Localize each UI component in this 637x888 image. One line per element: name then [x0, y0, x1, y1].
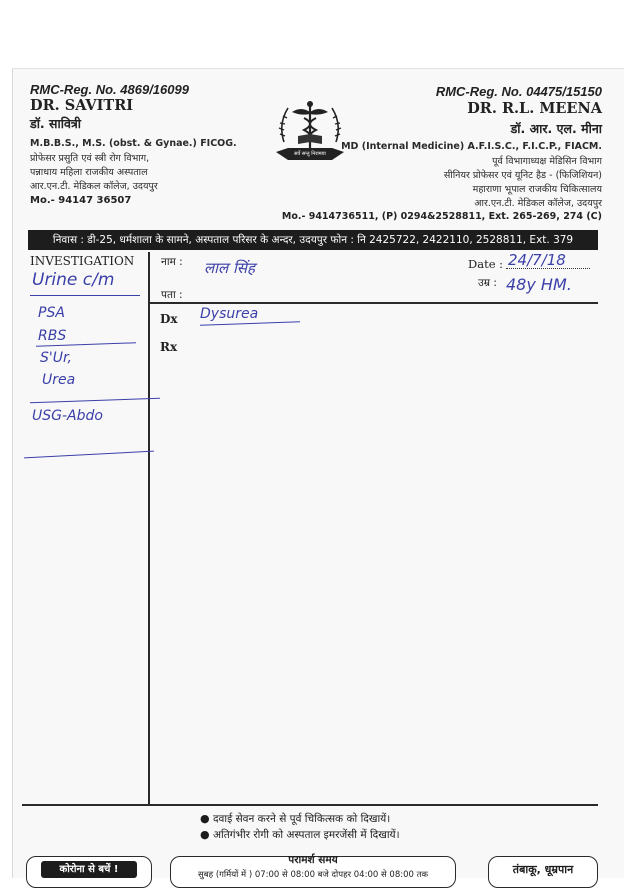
investigation-item: Urea [42, 372, 76, 388]
footer-right-text: तंबाकू, धूम्रपान [512, 863, 574, 876]
footer-left-text: कोरोना से बचें ! [41, 861, 137, 878]
instruction-item: ● अतिगंभीर रोगी को अस्पताल इमरजेंसी में दिखायें। [200, 828, 400, 841]
left-reg-number: RMC-Reg. No. 4869/16099 [30, 82, 189, 97]
footer-center-title: परामर्श समय [288, 854, 338, 866]
caduceus-emblem-icon [270, 98, 350, 170]
investigation-item: S'Ur, [40, 350, 72, 366]
investigation-item: Urine c/m [32, 270, 115, 290]
age-label: उम्र : [478, 277, 497, 289]
date-dotted-line [506, 268, 590, 270]
right-doctor-name-hindi: डॉ. आर. एल. मीना [510, 121, 602, 136]
date-value: 24/7/18 [508, 251, 566, 269]
right-doctor-line2: सीनियर प्रोफेसर एवं यूनिट हैड - (फिजिशियन) [443, 170, 602, 181]
right-reg-number: RMC-Reg. No. 04475/15150 [435, 84, 602, 99]
rx-symbol: Rx [160, 340, 178, 354]
patient-info-divider [150, 302, 598, 304]
bullet-icon: ● [200, 828, 210, 841]
left-doctor-mobile: Mo.- 94147 36507 [30, 195, 132, 206]
left-doctor-name-hindi: डॉ. सावित्री [30, 116, 82, 131]
bullet-icon: ● [200, 812, 210, 825]
address-label: पता : [161, 289, 183, 301]
investigation-label: INVESTIGATION [30, 254, 135, 268]
logo-ribbon-text: सर्वे सन्तु निरामया [294, 151, 326, 157]
investigation-item: USG-Abdo [32, 408, 103, 424]
date-label: Date : [468, 257, 504, 271]
column-divider [148, 252, 150, 804]
investigation-item: PSA [38, 305, 65, 321]
form-bottom-line [22, 804, 598, 806]
investigation-underline [30, 295, 140, 296]
right-doctor-qualification: MD (Internal Medicine) A.F.I.S.C., F.I.C.P., FIACM. [341, 141, 602, 152]
right-doctor-line3: महाराणा भूपाल राजकीय चिकित्सालय [472, 184, 602, 195]
dx-symbol: Dx [160, 312, 178, 326]
patient-name-value: लाल सिंह [204, 259, 255, 277]
left-doctor-line2: पन्नाधाय महिला राजकीय अस्पताल [30, 167, 148, 178]
name-label: नाम : [161, 256, 183, 268]
left-doctor-qualification: M.B.B.S., M.S. (obst. & Gynae.) FICOG. [30, 138, 237, 149]
left-doctor-line1: प्रोफेसर प्रसुति एवं स्त्री रोग विभाग, [30, 153, 150, 164]
footer-right-box [488, 856, 598, 888]
right-doctor-line1: पूर्व विभागाध्यक्ष मेडिसिन विभाग [492, 156, 602, 167]
right-doctor-name: DR. R.L. MEENA [467, 100, 602, 117]
left-doctor-name: DR. SAVITRI [30, 97, 134, 114]
left-doctor-line3: आर.एन.टी. मेडिकल कॉलेज, उदयपुर [30, 181, 158, 192]
age-value: 48y HM. [506, 275, 572, 294]
footer-center-box [170, 856, 456, 888]
address-banner: निवास : डी-25, धर्मशाला के सामने, अस्पताल परिसर के अन्दर, उदयपुर फोन : नि 2425722, 2422110, 2528811, Ext. 379 [28, 230, 598, 250]
instruction-item: ● दवाई सेवन करने से पूर्व चिकित्सक को दिखायें। [200, 812, 391, 825]
diagnosis-value: Dysurea [200, 306, 259, 322]
right-doctor-mobile: Mo.- 9414736511, (P) 0294&2528811, Ext. 265-269, 274 (C) [281, 211, 602, 222]
footer-center-text: सुबह (गर्मियों में ) 07:00 से 08:00 बजे दोपहर 04:00 से 08:00 तक [198, 870, 428, 880]
right-doctor-line4: आर.एन.टी. मेडिकल कॉलेज, उदयपुर [474, 198, 602, 209]
investigation-item: RBS [38, 328, 67, 344]
footer-left-box [26, 856, 152, 888]
